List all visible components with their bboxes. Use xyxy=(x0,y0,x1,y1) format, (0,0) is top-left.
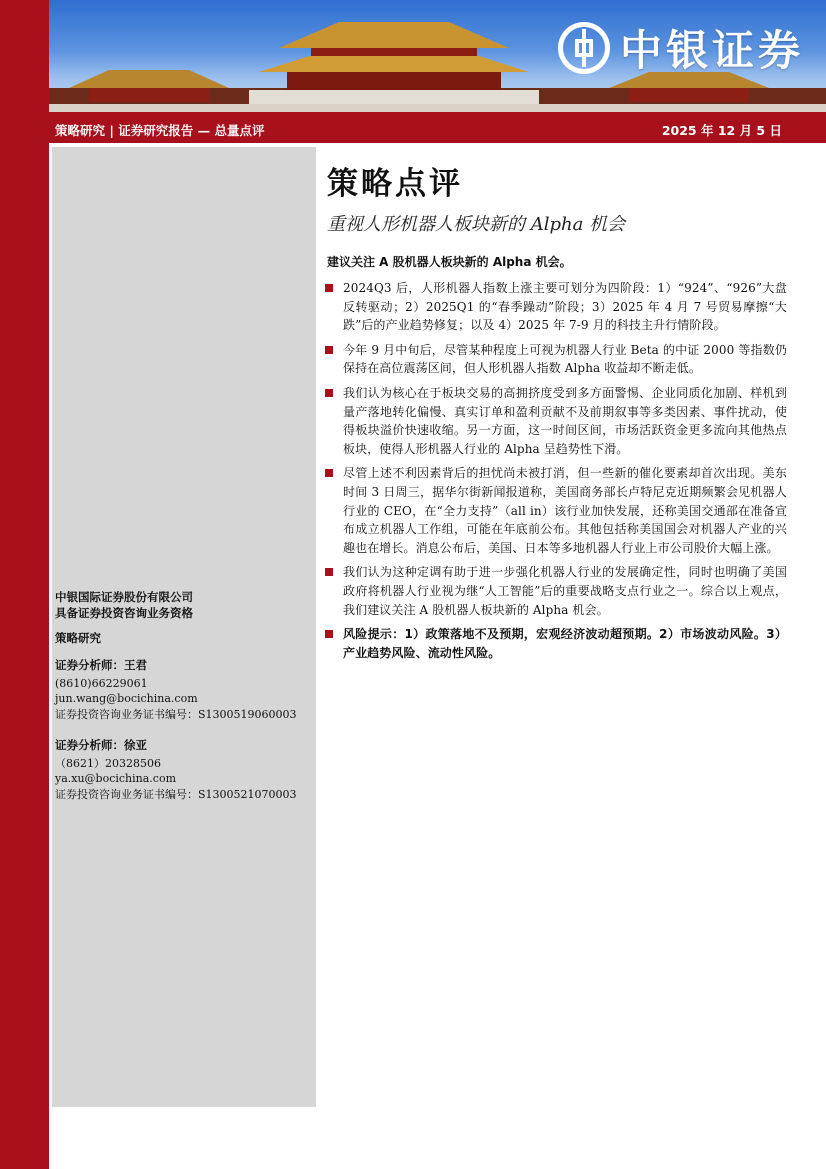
bullet-text: 2024Q3 后，人形机器人指数上涨主要可划分为四阶段：1）“924”、“926”大盘反转驱动；2）2025Q1 的“春季躁动”阶段；3）2025 年 4 月 7 号贸易摩擦“大跌”后的产业趋势修复；以及 4）2025 年 7-9 月的科技主升行情阶段。 xyxy=(343,281,787,333)
report-subtitle: 重视人形机器人板块新的 Alpha 机会 xyxy=(327,214,626,235)
list-item xyxy=(325,384,787,458)
report-date: 2025 年 12 月 5 日 xyxy=(661,123,782,138)
bullet-text: 今年 9 月中旬后，尽管某种程度上可视为机器人行业 Beta 的中证 2000 等指数仍保持在高位震荡区间，但人形机器人指数 Alpha 收益却不断走低。 xyxy=(343,342,787,376)
list-item xyxy=(325,341,787,378)
analyst-cert: 证券投资咨询业务证书编号：S1300519060003 xyxy=(55,707,297,721)
company-info xyxy=(55,590,313,621)
bullet-text: 尽管上述不利因素背后的担忧尚未被打消，但一些新的催化要素却首次出现。美东时间 3 日周三，据华尔街新闻报道称，美国商务部长卢特尼克近期频繁会见机器人行业的 CEO，在“全力支持”（all in）该行业加快发展，还称美国交通部在准备宣布成立机器人工作组，可能在年底前公布。其他包括称美国国会对机器人产业的兴趣也在增长。消息公布后，美国、日本等多地机器人行业上市公司股价大幅上涨。 xyxy=(343,466,787,555)
list-item xyxy=(325,464,787,557)
list-item xyxy=(325,279,787,335)
risk-warning-item xyxy=(325,625,787,662)
analyst-sidebar xyxy=(52,147,316,1107)
report-header-bar xyxy=(49,116,826,143)
company-logo xyxy=(558,18,804,78)
bullet-text: 我们认为这种定调有助于进一步强化机器人行业的发展确定性，同时也明确了美国政府将机器人行业视为继“人工智能”后的重要战略支点行业之一。综合以上观点，我们建议关注 A 股机器人板块新的 Alpha 机会。 xyxy=(343,565,787,617)
list-item xyxy=(325,563,787,619)
analyst-phone: （8621）20328506 xyxy=(55,756,161,770)
bullet-square-icon xyxy=(325,346,333,354)
department xyxy=(55,631,313,647)
bank-of-china-logo-icon xyxy=(558,22,610,74)
report-title: 策略点评 xyxy=(327,166,463,202)
logo-text: 中银证券 xyxy=(619,26,804,75)
department-name: 策略研究 xyxy=(55,631,101,645)
analyst-phone: (8610)66229061 xyxy=(55,676,148,690)
header-banner xyxy=(49,0,826,112)
analyst-title: 证券分析师：徐亚 xyxy=(55,738,147,752)
bullet-square-icon xyxy=(325,469,333,477)
bullet-square-icon xyxy=(325,284,333,292)
bullet-square-icon xyxy=(325,568,333,576)
left-accent-bar xyxy=(0,0,49,1169)
risk-warning-text: 风险提示：1）政策落地不及预期，宏观经济波动超预期。2）市场波动风险。3）产业趋势风险、流动性风险。 xyxy=(343,627,787,660)
bullet-square-icon xyxy=(325,630,333,638)
bullet-square-icon xyxy=(325,389,333,397)
company-name: 中银国际证券股份有限公司 xyxy=(55,590,193,604)
bullet-text: 我们认为核心在于板块交易的高拥挤度受到多方面警惕、企业同质化加剧、样机到量产落地转化偏慢、真实订单和盈利贡献不及前期叙事等多类因素、事件扰动，使得板块溢价快速收缩。另一方面，这一时间区间，市场活跃资金更多流向其他热点板块，使得人形机器人行业的 Alpha 呈趋势性下滑。 xyxy=(343,385,787,456)
qualification: 具备证券投资咨询业务资格 xyxy=(55,605,193,620)
analyst-card xyxy=(55,658,313,722)
lead-sentence: 建议关注 A 股机器人板块新的 Alpha 机会。 xyxy=(327,255,572,269)
report-categories: 策略研究 | 证券研究报告 — 总量点评 xyxy=(55,123,265,138)
analyst-email[interactable]: ya.xu@bocichina.com xyxy=(55,772,177,785)
analyst-cert: 证券投资咨询业务证书编号：S1300521070003 xyxy=(55,787,297,801)
key-points-list xyxy=(325,279,787,668)
analyst-title: 证券分析师：王君 xyxy=(55,658,147,672)
analyst-card xyxy=(55,738,313,802)
analyst-email[interactable]: jun.wang@bocichina.com xyxy=(55,692,198,705)
